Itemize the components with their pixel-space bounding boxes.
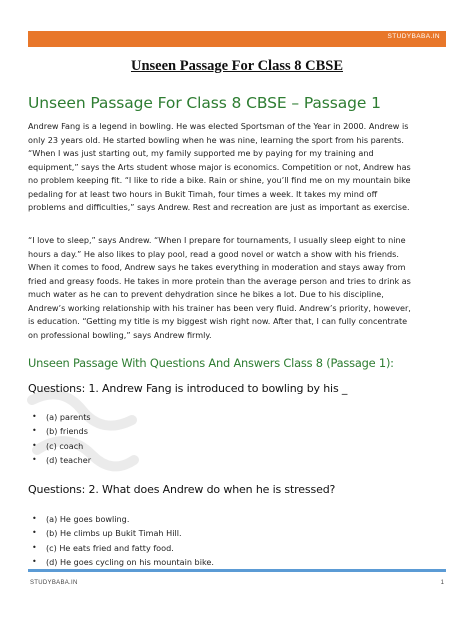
header-bar [28,31,446,47]
footer-rule [28,569,446,572]
qa-heading: Unseen Passage With Questions And Answers Class 8 (Passage 1): [28,356,394,370]
bullet-icon: • [32,455,37,465]
option-label: (a) parents [46,412,91,422]
question-2: Questions: 2. What does Andrew do when he is stressed? [28,483,336,496]
option-label: (b) friends [46,426,88,437]
passage-paragraph-1: Andrew Fang is a legend in bowling. He was elected Sportsman of the Year in 2000. Andrew is only 23 years old. He started bowling when he was nine, learning the sport from his parents. “When I was just starting out, my family supported me by paying for my training and equipment,” says the Arts student whose major is economics. Competition or not, Andrew has no problem keeping fit. “I like to ride a bike. Rain or shine, you’ll find me on my mountain bike pedaling for at least two hours in Bukit Timah, four times a week. It takes my mind off problems and difficulties,” says Andrew. Rest and recreation are just as important as exercise. [28,121,411,212]
option-item [32,526,214,540]
bullet-icon: • [32,412,37,421]
bullet-icon: • [32,528,37,538]
option-item [32,424,91,438]
question-1: Questions: 1. Andrew Fang is introduced to bowling by his _ [28,382,348,395]
option-label: (d) teacher [46,455,92,466]
option-item [32,541,214,555]
passage-paragraph-2: “I love to sleep,” says Andrew. “When I prepare for tournaments, I usually sleep eight to nine hours a day.” He also likes to play pool, read a good novel or watch a show with his friends. When it comes to food, Andrew says he takes everything in moderation and stays away from fried and greasy foods. He takes in more protein than the average person and tries to drink as much water as he can to prevent dehydration since he bikes a lot. Due to his discipline, Andrew’s working relationship with his trainer has been very fluid. Andrew’s priority, however, is education. “Getting my title is my biggest wish right now. After that, I can fully concentrate on professional bowling,” says Andrew firmly. [28,235,411,340]
document-title: Unseen Passage For Class 8 CBSE [130,58,343,74]
option-label: (c) He eats fried and fatty food. [46,542,174,553]
question-1-options [32,410,91,468]
option-label: (b) He climbs up Bukit Timah Hill. [46,528,182,539]
option-item [32,555,214,569]
bullet-icon: • [32,542,37,552]
header-brand: STUDYBABA.IN [387,33,440,40]
option-item [32,439,91,453]
question-2-options [32,512,214,570]
bullet-icon: • [32,514,37,523]
option-label: (d) He goes cycling on his mountain bike. [46,557,214,568]
footer-brand: STUDYBABA.IN [30,580,78,586]
option-item [32,512,214,526]
bullet-icon: • [32,557,37,567]
option-item [32,453,91,467]
page-number: 1 [440,580,444,586]
option-label: (a) He goes bowling. [46,514,130,524]
bullet-icon: • [32,426,37,436]
option-item [32,410,91,424]
option-label: (c) coach [46,440,84,451]
bullet-icon: • [32,440,37,450]
passage-heading: Unseen Passage For Class 8 CBSE – Passage 1 [28,94,381,112]
